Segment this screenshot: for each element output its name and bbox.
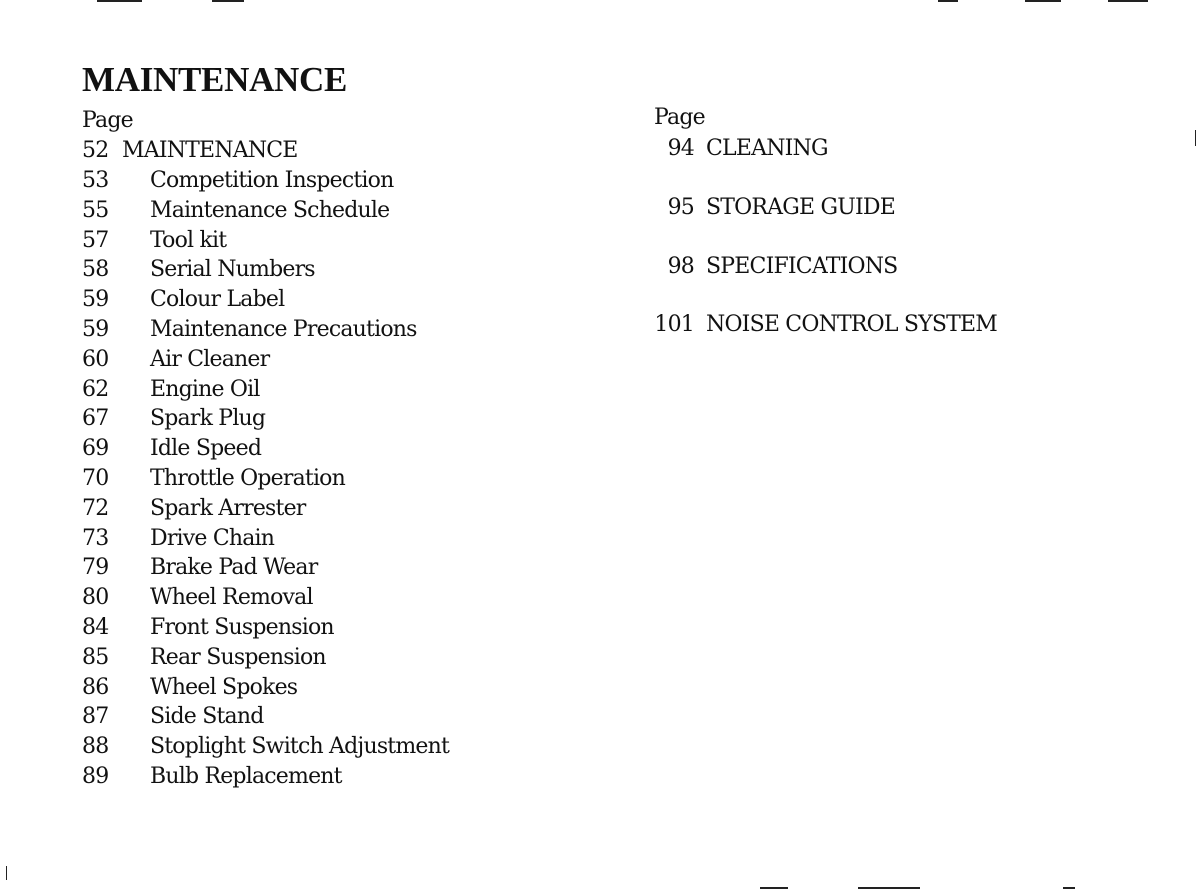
toc-section-item[interactable]	[654, 253, 1094, 281]
scan-mark-top-5	[1108, 0, 1148, 2]
toc-item-label: Stoplight Switch Adjustment	[150, 734, 450, 760]
scan-mark-bottom-3	[1063, 887, 1075, 889]
toc-page-number: 57	[82, 227, 109, 253]
toc-item-label: Maintenance Schedule	[150, 197, 390, 223]
toc-page-number: 98	[667, 253, 694, 279]
toc-item[interactable]	[82, 554, 522, 582]
toc-item[interactable]	[82, 286, 522, 314]
toc-item[interactable]	[82, 644, 522, 672]
toc-item-label: Rear Suspension	[150, 644, 326, 670]
toc-page-number: 60	[82, 346, 109, 372]
scan-mark-bottom-2	[858, 887, 920, 889]
toc-item[interactable]	[82, 167, 522, 195]
toc-page-number: 72	[82, 495, 109, 521]
toc-item-label: Side Stand	[150, 704, 264, 730]
toc-item[interactable]	[82, 614, 522, 642]
scan-mark-top-1	[97, 0, 142, 2]
page-title: MAINTENANCE	[82, 60, 348, 99]
toc-page-number: 79	[82, 555, 109, 581]
toc-item[interactable]	[82, 465, 522, 493]
toc-section-item[interactable]	[654, 194, 1094, 222]
toc-page-number: 89	[82, 764, 109, 789]
toc-item-label: Tool kit	[150, 227, 227, 253]
toc-item[interactable]	[82, 435, 522, 463]
toc-page-number: 52	[82, 138, 109, 163]
toc-section-item[interactable]	[654, 135, 1094, 163]
toc-page-number: 73	[82, 525, 109, 551]
scan-mark-bottom-1	[760, 887, 788, 889]
toc-item-label: Engine Oil	[150, 376, 260, 402]
toc-section-label: NOISE CONTROL SYSTEM	[706, 312, 998, 338]
right-column-heading: Page	[654, 105, 705, 130]
toc-page-number: 58	[82, 257, 109, 283]
toc-item-label: Competition Inspection	[150, 168, 394, 193]
toc-section-maintenance[interactable]	[82, 137, 522, 165]
toc-page-number: 69	[82, 436, 109, 462]
left-column-heading: Page	[82, 108, 133, 133]
toc-item-label: Idle Speed	[150, 436, 262, 462]
toc-item[interactable]	[82, 376, 522, 404]
toc-page-number: 85	[82, 644, 109, 670]
toc-item-label: Drive Chain	[150, 525, 275, 551]
toc-item[interactable]	[82, 703, 522, 731]
toc-section-item[interactable]	[654, 311, 1094, 339]
toc-item[interactable]	[82, 256, 522, 284]
toc-item-label: Front Suspension	[150, 615, 334, 640]
toc-page-number: 88	[82, 734, 109, 760]
toc-item[interactable]	[82, 227, 522, 255]
toc-page-number: 53	[82, 168, 109, 193]
toc-item-label: Serial Numbers	[150, 257, 315, 283]
toc-page-number: 55	[82, 197, 109, 223]
toc-item[interactable]	[82, 316, 522, 344]
toc-item[interactable]	[82, 525, 522, 553]
toc-section-label: SPECIFICATIONS	[706, 253, 898, 279]
toc-section-label: MAINTENANCE	[122, 138, 298, 163]
toc-item[interactable]	[82, 495, 522, 523]
toc-item-label: Air Cleaner	[150, 346, 270, 372]
toc-page-number: 101	[654, 312, 694, 338]
toc-item-label: Colour Label	[150, 287, 285, 313]
scan-mark-top-3	[938, 0, 958, 2]
toc-page-number: 70	[82, 466, 109, 491]
toc-item-label: Maintenance Precautions	[150, 317, 417, 342]
toc-section-label: STORAGE GUIDE	[706, 194, 895, 220]
toc-item-label: Brake Pad Wear	[150, 555, 318, 581]
scan-mark-top-2	[212, 0, 244, 2]
toc-page-number: 87	[82, 704, 109, 730]
toc-page-number: 95	[667, 194, 694, 220]
toc-page-number: 67	[82, 406, 109, 432]
toc-item-label: Wheel Removal	[150, 585, 313, 611]
toc-item-label: Throttle Operation	[150, 466, 345, 491]
toc-page-number: 94	[667, 136, 694, 161]
toc-item-label: Wheel Spokes	[150, 674, 298, 700]
scan-mark-left-edge	[6, 866, 7, 880]
toc-item[interactable]	[82, 346, 522, 374]
scan-mark-right-edge	[1195, 130, 1196, 146]
toc-page-number: 59	[82, 287, 109, 313]
toc-page-number: 59	[82, 317, 109, 342]
toc-item[interactable]	[82, 763, 522, 791]
toc-page-number: 86	[82, 674, 109, 700]
toc-item[interactable]	[82, 197, 522, 225]
toc-page-number: 84	[82, 615, 109, 640]
toc-item[interactable]	[82, 674, 522, 702]
scan-mark-top-4	[1025, 0, 1061, 2]
toc-page-number: 62	[82, 376, 109, 402]
toc-page-number: 80	[82, 585, 109, 611]
toc-item-label: Spark Arrester	[150, 495, 306, 521]
toc-section-label: CLEANING	[706, 136, 828, 161]
toc-item-label: Bulb Replacement	[150, 764, 342, 789]
toc-item[interactable]	[82, 405, 522, 433]
toc-item-label: Spark Plug	[150, 406, 266, 432]
toc-item[interactable]	[82, 584, 522, 612]
toc-item[interactable]	[82, 733, 522, 761]
